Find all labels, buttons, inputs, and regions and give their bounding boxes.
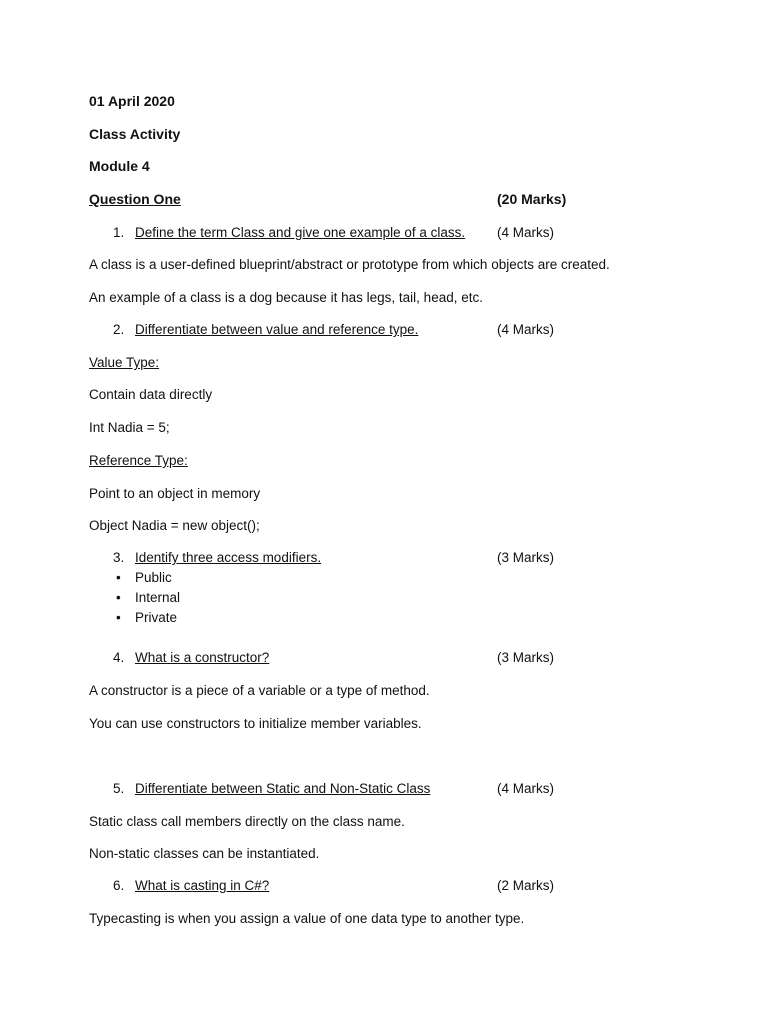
question-text: Differentiate between value and reference type.	[135, 322, 419, 337]
question-marks: (20 Marks)	[497, 191, 567, 207]
question-number: 5.	[113, 781, 125, 796]
answer-line: Typecasting is when you assign a value of one data type to another type.	[89, 911, 525, 926]
answer-line: Int Nadia = 5;	[89, 420, 170, 435]
reference-type-heading: Reference Type:	[89, 453, 188, 468]
question-text: What is casting in C#?	[135, 878, 270, 893]
answer-line: An example of a class is a dog because it has legs, tail, head, etc.	[89, 290, 483, 305]
module-label: Module 4	[89, 158, 150, 174]
answer-line: Object Nadia = new object();	[89, 518, 260, 533]
question-marks: (3 Marks)	[497, 550, 554, 565]
question-number: 6.	[113, 878, 125, 893]
bullet-icon: •	[116, 570, 121, 585]
answer-line: Non-static classes can be instantiated.	[89, 846, 320, 861]
answer-line: A class is a user-defined blueprint/abstract or prototype from which objects are created.	[89, 257, 610, 272]
document-title: Class Activity	[89, 126, 181, 142]
question-text: Define the term Class and give one example of a class.	[135, 225, 466, 240]
bullet-icon: •	[116, 590, 121, 605]
question-number: 4.	[113, 650, 125, 665]
value-type-heading: Value Type:	[89, 355, 160, 370]
answer-line: Contain data directly	[89, 387, 213, 402]
question-number: 2.	[113, 322, 125, 337]
question-marks: (2 Marks)	[497, 878, 554, 893]
bullet-item: Public	[135, 570, 172, 585]
answer-line: Static class call members directly on the class name.	[89, 814, 405, 829]
question-text: Identify three access modifiers.	[135, 550, 322, 565]
question-marks: (4 Marks)	[497, 225, 554, 240]
question-text: Differentiate between Static and Non-Static Class	[135, 781, 431, 796]
question-number: 1.	[113, 225, 125, 240]
answer-line: You can use constructors to initialize member variables.	[89, 716, 422, 731]
question-marks: (4 Marks)	[497, 322, 554, 337]
question-marks: (3 Marks)	[497, 650, 554, 665]
document-date: 01 April 2020	[89, 93, 175, 109]
question-text: What is a constructor?	[135, 650, 270, 665]
bullet-item: Internal	[135, 590, 181, 605]
bullet-item: Private	[135, 610, 178, 625]
answer-line: A constructor is a piece of a variable or a type of method.	[89, 683, 430, 698]
question-number: 3.	[113, 550, 125, 565]
answer-line: Point to an object in memory	[89, 486, 261, 501]
question-marks: (4 Marks)	[497, 781, 554, 796]
question-heading: Question One	[89, 191, 181, 207]
bullet-icon: •	[116, 610, 121, 625]
